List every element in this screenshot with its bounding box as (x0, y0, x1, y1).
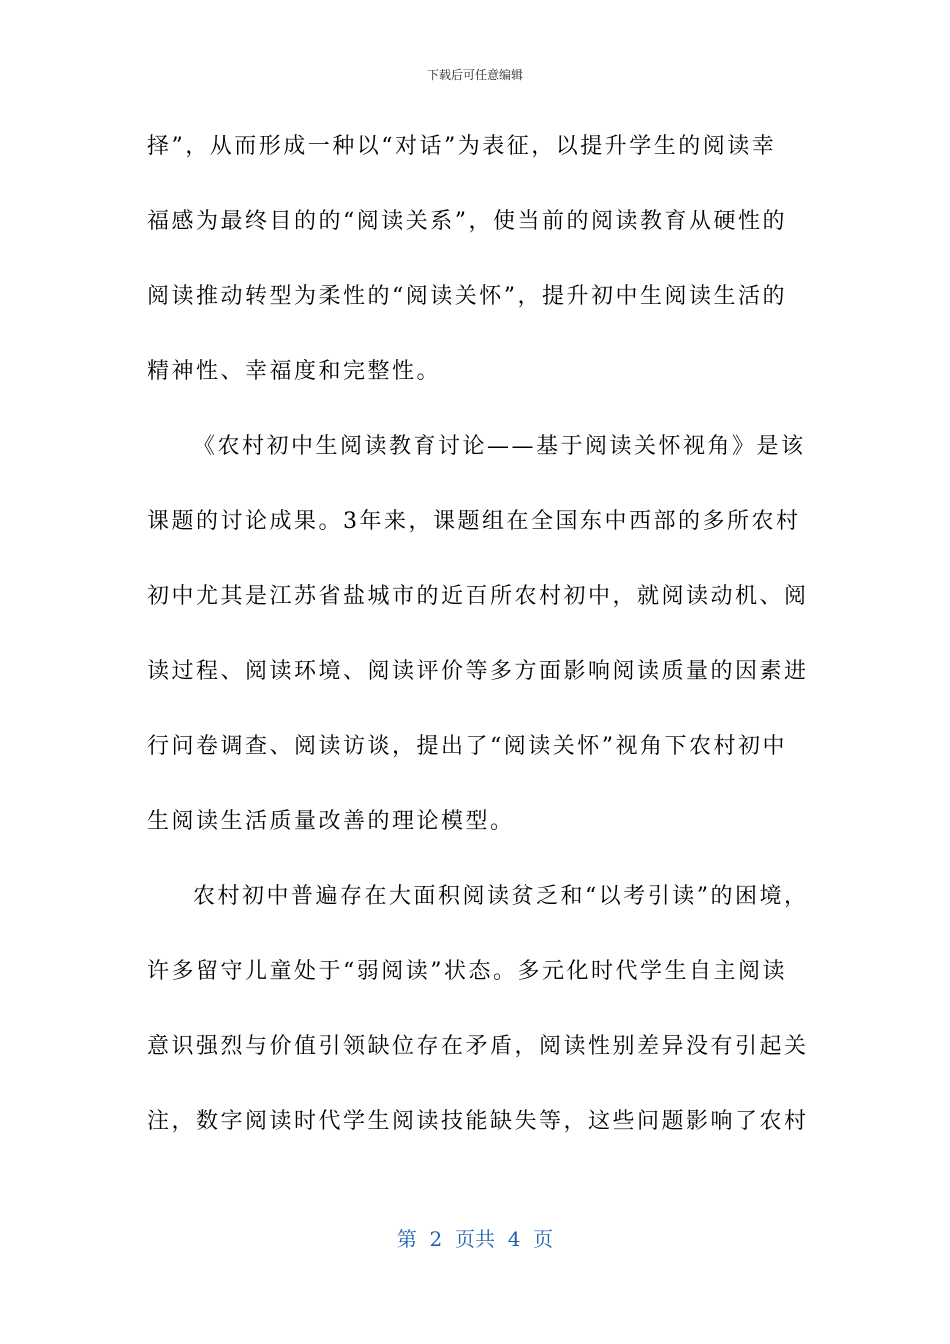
text-line: 初中尤其是江苏省盐城市的近百所农村初中，就阅读动机、阅 (147, 584, 809, 609)
text-line: 课题的讨论成果。3年来，课题组在全国东中西部的多所农村 (147, 509, 801, 534)
text-line: 阅读推动转型为柔性的“阅读关怀”，提升初中生阅读生活的 (147, 284, 787, 309)
text-line: 《农村初中生阅读教育讨论——基于阅读关怀视角》是该 (193, 434, 806, 459)
page-number-footer: 第 2 页共 4 页 (396, 1227, 554, 1251)
text-line: 生阅读生活质量改善的理论模型。 (147, 809, 515, 834)
document-body (147, 120, 807, 1170)
text-line: 农村初中普遍存在大面积阅读贫乏和“以考引读”的困境， (193, 884, 809, 909)
text-line: 注，数字阅读时代学生阅读技能缺失等，这些问题影响了农村 (147, 1109, 809, 1134)
text-line: 择”，从而形成一种以“对话”为表征，以提升学生的阅读幸 (147, 134, 777, 159)
text-line: 精神性、幸福度和完整性。 (147, 359, 442, 384)
text-line: 行问卷调查、阅读访谈，提出了“阅读关怀”视角下农村初中 (147, 734, 787, 759)
text-line: 意识强烈与价值引领缺位存在矛盾，阅读性别差异没有引起关 (147, 1034, 809, 1059)
text-line: 福感为最终目的的“阅读关系”，使当前的阅读教育从硬性的 (147, 209, 787, 234)
text-line: 许多留守儿童处于“弱阅读”状态。多元化时代学生自主阅读 (147, 959, 787, 984)
page-header: 下载后可任意编辑 (426, 68, 523, 82)
text-line: 读过程、阅读环境、阅读评价等多方面影响阅读质量的因素进 (147, 659, 809, 684)
